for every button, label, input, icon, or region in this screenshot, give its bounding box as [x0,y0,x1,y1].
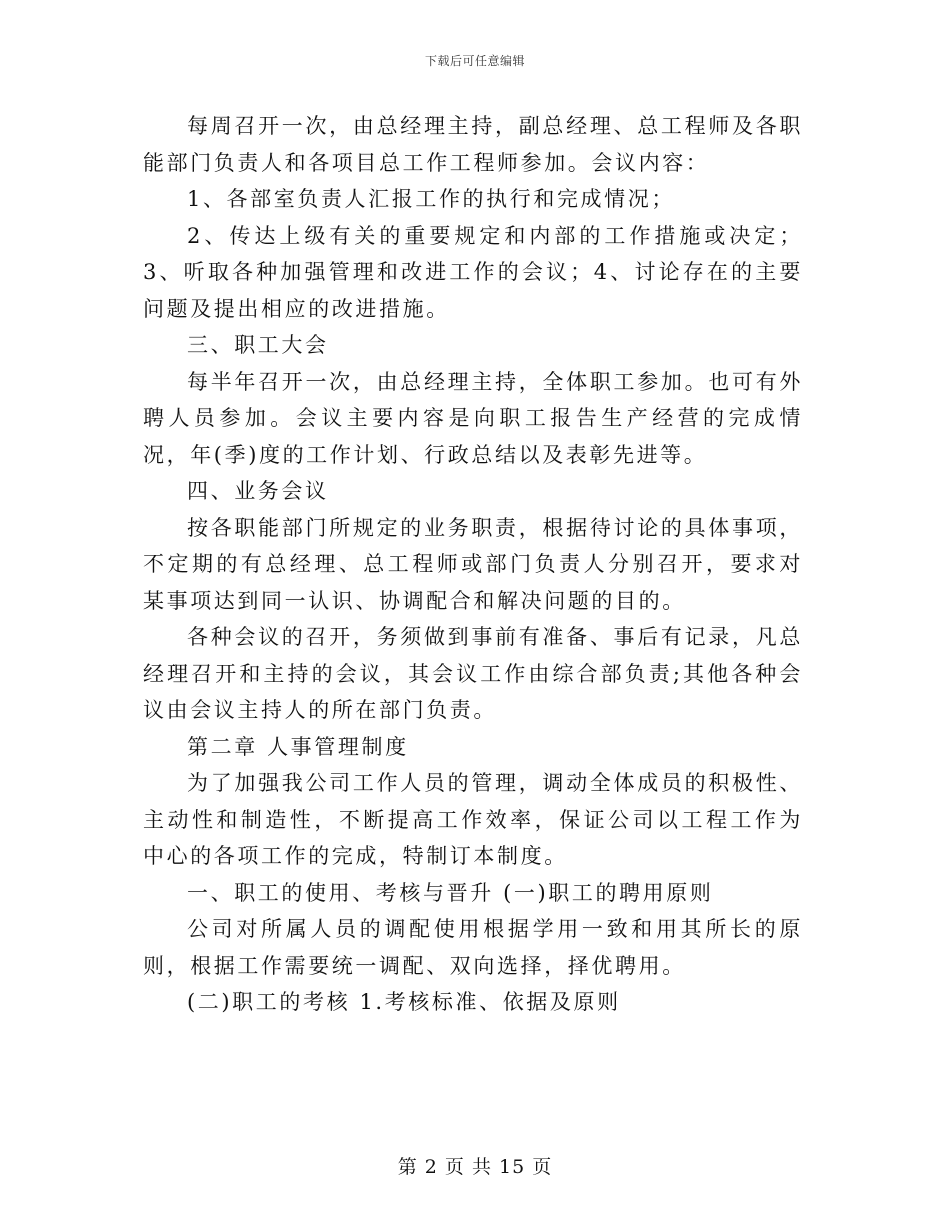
section-heading: 四、业务会议 [187,479,329,503]
section-heading: 一、职工的使用、考核与晋升 (一)职工的聘用原则 [187,880,714,905]
paragraph: 按各职能部门所规定的业务职责，根据待讨论的具体事项，不定期的有总经理、总工程师或部门负责人分别召开，要求对某事项达到同一认识、协调配合和解决问题的目的。 [143,515,803,613]
page-footer: 第 2 页 共 15 页 [397,1156,553,1178]
paragraph: 为了加强我公司工作人员的管理，调动全体成员的积极性、主动性和制造性，不断提高工作效率，保证公司以工程工作为中心的各项工作的完成，特制订本制度。 [143,771,803,868]
paragraph: 各种会议的召开，务须做到事前有准备、事后有记录，凡总经理召开和主持的会议，其会议工作由综合部负责;其他各种会议由会议主持人的所在部门负责。 [143,625,803,722]
paragraph: 2、传达上级有关的重要规定和内部的工作措施或决定；3、听取各种加强管理和改进工作的会议；4、讨论存在的主要问题及提出相应的改进措施。 [143,223,803,321]
paragraph: 每半年召开一次，由总经理主持，全体职工参加。也可有外聘人员参加。会议主要内容是向职工报告生产经营的完成情况，年(季)度的工作计划、行政总结以及表彰先进等。 [143,369,803,467]
page-header: 下载后可任意编辑 [424,54,525,68]
paragraph: 每周召开一次，由总经理主持，副总经理、总工程师及各职能部门负责人和各项目总工作工程师参加。会议内容： [143,114,803,175]
chapter-heading: 第二章 人事管理制度 [187,734,409,759]
paragraph: 1、各部室负责人汇报工作的执行和完成情况； [187,187,675,211]
section-heading: 三、职工大会 [187,333,329,357]
subsection-heading: (二)职工的考核 1.考核标准、依据及原则 [187,990,621,1014]
document-body [143,108,803,1021]
paragraph: 公司对所属人员的调配使用根据学用一致和用其所长的原则，根据工作需要统一调配、双向选择，择优聘用。 [143,917,803,978]
